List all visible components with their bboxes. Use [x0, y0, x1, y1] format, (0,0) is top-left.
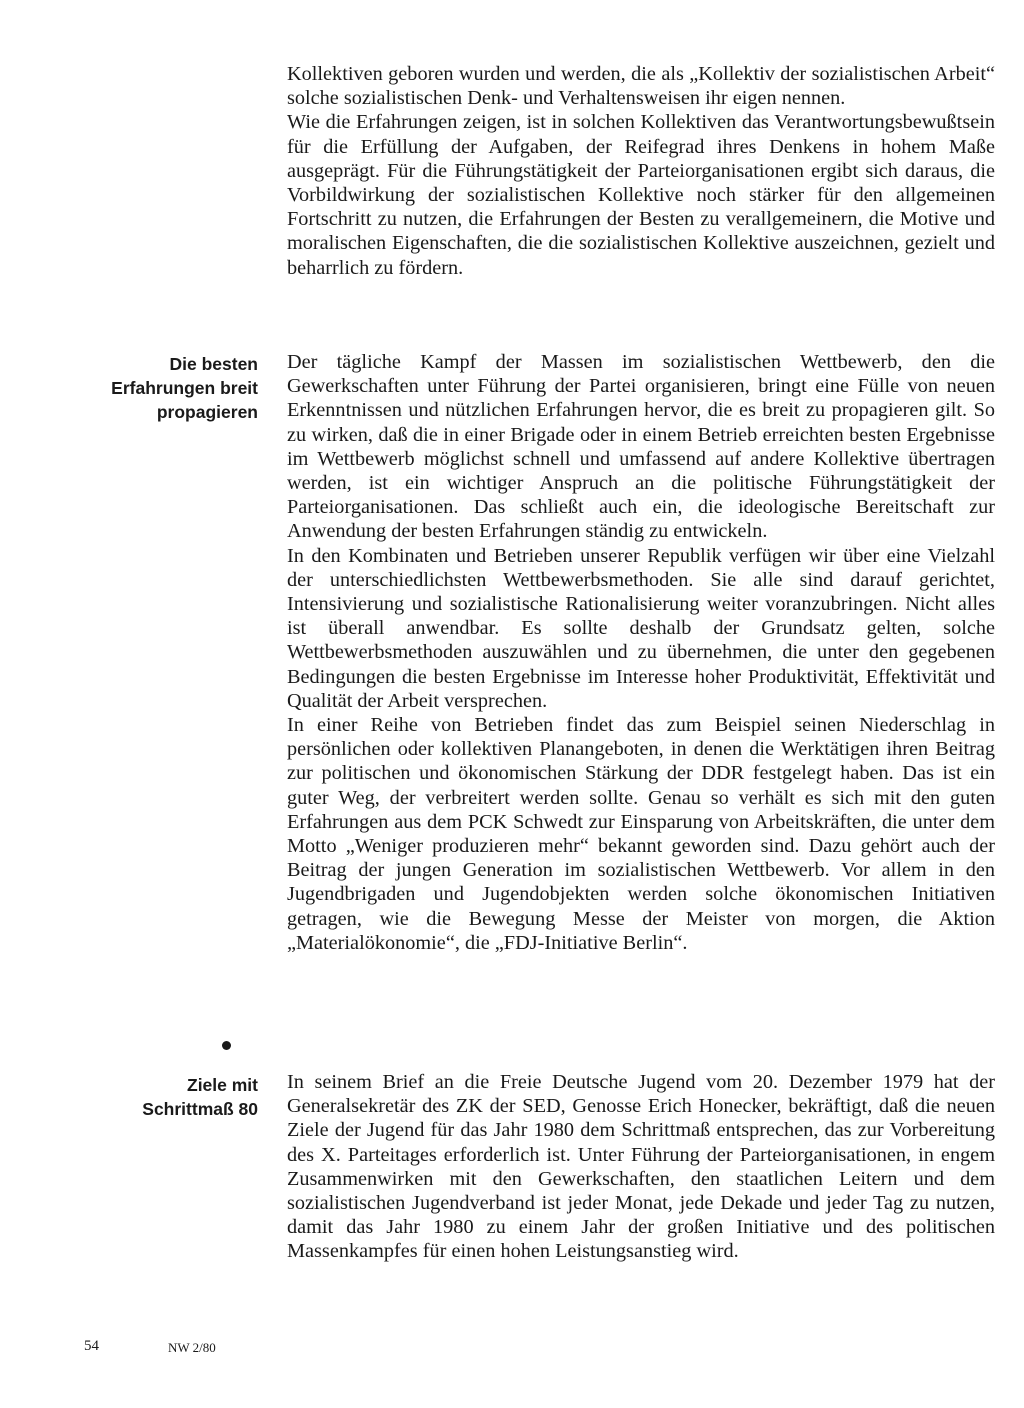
issue-label: NW 2/80 [168, 1340, 216, 1355]
intro-paragraph-2: Wie die Erfahrungen zeigen, ist in solchen Kollektiven das Verantwortungsbewußtsein für die Erfüllung der Aufgaben, der Reifegrad ihres Denkens in hohem Maße ausgeprägt. Für die Führungstätigkeit der Parteiorganisationen ergibt sich daraus, die Vorbildwirkung der sozialistischen Kollektive noch stärker für den allgemeinen Fortschritt zu nutzen, die Erfahrungen der Besten zu verallgemeinern, die Motive und moralischen Eigenschaften, die die sozialistischen Kollektive auszeichnen, gezielt und beharrlich zu fördern. [287, 111, 995, 279]
erfahrungen-paragraph-3: In einer Reihe von Betrieben findet das zum Beispiel seinen Niederschlag in persönlichen oder kollektiven Planangeboten, in denen die Werktätigen ihren Beitrag zur politischen und ökonomischen Stärkung der DDR festgelegt haben. Das ist ein guter Weg, der verbreitert werden sollte. Genau so verhält es sich mit den guten Erfahrungen aus dem PCK Schwedt zur Einsparung von Arbeitskräften, die unter dem Motto „Weniger produzieren mehr“ bekannt geworden sind. Dazu gehört auch der Beitrag der jungen Generation im sozialistischen Wettbewerb. Vor allem in den Jugendbrigaden und Jugendobjekten werden solche ökonomischen Initiativen getragen, wie die Bewegung Messe der Meister von morgen, die Aktion „Materialökonomie“, die „FDJ-Initiative Berlin“. [287, 714, 995, 954]
page-number: 54 [84, 1338, 99, 1354]
ziele-text-block [287, 1070, 995, 1264]
margin-heading-erfahrungen: Die besten Erfahrungen breit propagieren [111, 354, 258, 422]
erfahrungen-paragraph-2: In den Kombinaten und Betrieben unserer Republik verfügen wir über eine Vielzahl der unterschiedlichsten Wettbewerbsmethoden. Sie alle sind darauf gerichtet, Intensivierung und sozialistische Rationalisierung weiter voranzubringen. Nicht alles ist überall anwendbar. Es sollte deshalb der Grundsatz gelten, solche Wettbewerbsmethoden auszuwählen und zu übernehmen, die unter den gegebenen Bedingungen die besten Ergebnisse im Interesse hoher Produktivität, Effektivität und Qualität der Arbeit versprechen. [287, 544, 995, 712]
intro-text-block [287, 62, 995, 280]
margin-heading-ziele: Ziele mit Schrittmaß 80 [142, 1075, 258, 1119]
intro-paragraph-1: Kollektiven geboren wurden und werden, die als „Kollektiv der sozialistischen Arbeit“ solche sozialistischen Denk- und Verhaltensweisen ihr eigen nennen. [287, 63, 995, 110]
erfahrungen-paragraph-1: Der tägliche Kampf der Massen im sozialistischen Wettbewerb, den die Gewerkschaften unter Führung der Partei organisieren, bringt eine Fülle von neuen Erkenntnissen und nützlichen Erfahrungen hervor, die es breit zu propagieren gilt. So zu wirken, daß die in einer Brigade oder in einem Betrieb erreichten besten Ergebnisse im Wettbewerb möglichst schnell und umfassend auf andere Kollektive übertragen werden, ist ein wichtiger Anspruch an die politische Führungstätigkeit der Parteiorganisationen. Das schließt auch ein, die ideologische Bereitschaft zur Anwendung der besten Erfahrungen ständig zu entwickeln. [287, 351, 995, 543]
bullet-dot [222, 1041, 231, 1050]
erfahrungen-text-block [287, 350, 995, 955]
ziele-paragraph-1: In seinem Brief an die Freie Deutsche Jugend vom 20. Dezember 1979 hat der Generalsekretär des ZK der SED, Genosse Erich Honecker, bekräftigt, daß die neuen Ziele der Jugend für das Jahr 1980 dem Schrittmaß entsprechen, das zur Vorbereitung des X. Parteitages erforderlich ist. Unter Führung der Parteiorganisationen, in engem Zusammenwirken mit den Gewerkschaften, den staatlichen Leitern und dem sozialistischen Jugendverband ist jeder Monat, jede Dekade und jeder Tag zu nutzen, damit das Jahr 1980 zu einem Jahr der großen Initiative und des politischen Massenkampfes für einen hohen Leistungsanstieg wird. [287, 1071, 995, 1263]
